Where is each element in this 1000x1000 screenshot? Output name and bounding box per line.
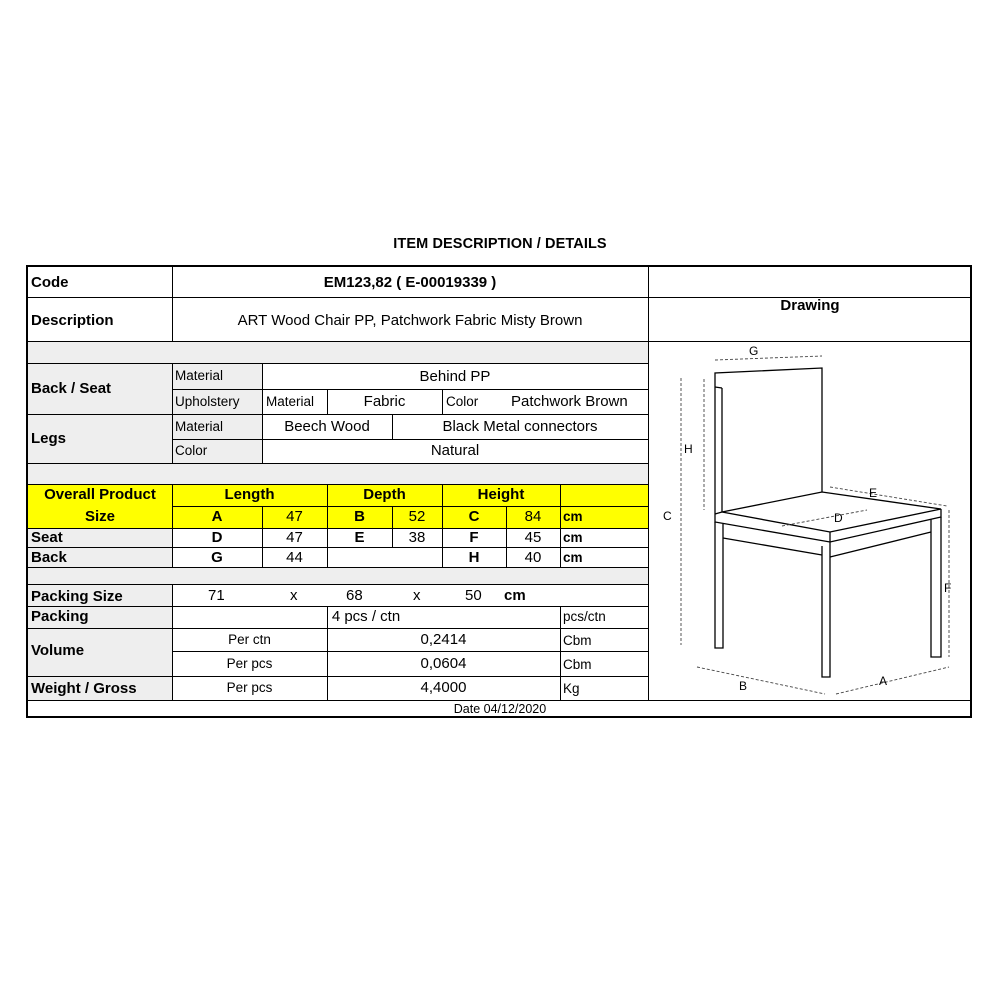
legs-material-value-2: Black Metal connectors: [442, 418, 598, 435]
spacer-band: [28, 567, 648, 584]
dim-b-value: 52: [408, 508, 426, 525]
dim-d-value: 47: [286, 529, 303, 546]
dim-a-letter: A: [211, 508, 223, 525]
packing-height: 50: [465, 587, 482, 604]
code-label: Code: [31, 274, 69, 291]
upholstery-label: Upholstery: [175, 394, 240, 409]
drawing-label-e: E: [869, 486, 878, 500]
upholstery-material-label: Material: [266, 394, 315, 409]
seat-unit: cm: [563, 530, 583, 545]
volume-per-pcs-value: 0,0604: [420, 655, 467, 672]
seat-label: Seat: [31, 529, 63, 546]
volume-per-ctn-value: 0,2414: [420, 631, 467, 648]
dim-c-letter: C: [468, 508, 480, 525]
drawing-label-c: C: [663, 509, 672, 523]
overall-unit: cm: [563, 509, 583, 524]
drawing-label-f: F: [944, 581, 952, 595]
dim-g-letter: G: [211, 549, 223, 566]
dim-e-letter: E: [354, 529, 365, 546]
dim-h-letter: H: [468, 549, 480, 566]
spacer-band: [28, 341, 648, 363]
legs-color-value: Natural: [430, 442, 480, 459]
weight-value: 4,4000: [420, 679, 467, 696]
overall-size-label-1: Overall Product: [44, 486, 156, 503]
length-header: Length: [224, 486, 275, 503]
back-label: Back: [31, 549, 67, 566]
back-seat-material-value: Behind PP: [419, 368, 491, 385]
legs-material-value-1: Beech Wood: [284, 418, 370, 435]
packing-width: 68: [346, 587, 363, 604]
packing-label: Packing: [31, 608, 89, 625]
drawing-label-h: H: [684, 442, 693, 456]
description-value: ART Wood Chair PP, Patchwork Fabric Misty Brown: [237, 312, 583, 329]
volume-label: Volume: [31, 642, 85, 659]
item-details-sheet: [26, 265, 972, 718]
document-title: ITEM DESCRIPTION / DETAILS: [393, 236, 607, 252]
overall-size-label-2: Size: [84, 508, 115, 525]
back-seat-material-label: Material: [175, 368, 224, 383]
packing-value: 4 pcs / ctn: [331, 608, 401, 625]
dim-b-letter: B: [354, 508, 365, 525]
dim-c-value: 84: [524, 508, 542, 525]
back-seat-label: Back / Seat: [31, 380, 112, 397]
packing-size-label: Packing Size: [31, 588, 123, 605]
upholstery-color-label: Color: [446, 394, 479, 409]
packing-unit: pcs/ctn: [563, 609, 606, 624]
drawing-label-g: G: [749, 344, 759, 358]
spacer-band: [28, 463, 648, 484]
volume-per-pcs-unit: Cbm: [563, 657, 592, 672]
depth-header: Depth: [363, 486, 406, 503]
volume-per-pcs-label: Per pcs: [226, 656, 273, 671]
chair-drawing: [649, 342, 972, 700]
height-header: Height: [477, 486, 525, 503]
upholstery-material-value: Fabric: [363, 393, 406, 410]
description-label: Description: [31, 312, 114, 329]
packing-x-1: x: [290, 587, 298, 604]
dim-a-value: 47: [286, 508, 303, 525]
drawing-label: Drawing: [780, 297, 840, 314]
dim-g-value: 44: [286, 549, 303, 566]
footer-date: Date 04/12/2020: [453, 702, 547, 716]
back-unit: cm: [563, 550, 583, 565]
label-column-band: [28, 363, 172, 463]
weight-unit: Kg: [563, 681, 580, 696]
dim-f-value: 45: [524, 529, 542, 546]
drawing-label-d: D: [834, 511, 843, 525]
drawing-label-b: B: [739, 679, 748, 693]
legs-material-label: Material: [175, 419, 224, 434]
packing-length: 71: [208, 587, 225, 604]
drawing-label-a: A: [879, 674, 888, 688]
legs-color-label: Color: [175, 443, 208, 458]
weight-label: Weight / Gross: [31, 680, 137, 697]
legs-label: Legs: [31, 430, 67, 447]
dim-e-value: 38: [408, 529, 426, 546]
upholstery-color-value: Patchwork Brown: [511, 393, 628, 410]
packing-x-2: x: [413, 587, 421, 604]
dim-h-value: 40: [524, 549, 542, 566]
dim-f-letter: F: [469, 529, 479, 546]
volume-per-ctn-label: Per ctn: [228, 632, 271, 647]
packing-size-unit: cm: [504, 587, 526, 604]
volume-per-ctn-unit: Cbm: [563, 633, 592, 648]
weight-per-label: Per pcs: [226, 680, 273, 695]
code-value: EM123,82 ( E-00019339 ): [323, 274, 497, 291]
dim-d-letter: D: [211, 529, 223, 546]
